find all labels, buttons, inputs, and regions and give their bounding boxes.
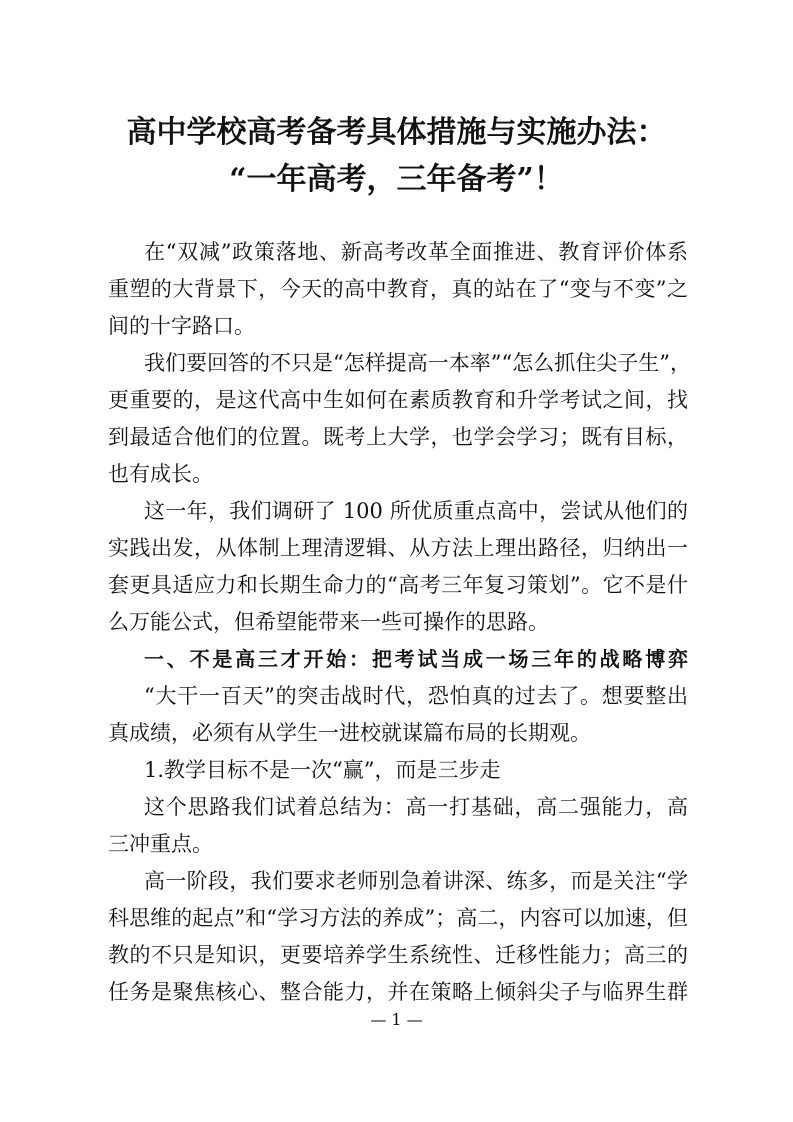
text-line: 到最适合他们的位置。既考上大学，也学会学习；既有目标， (108, 425, 688, 449)
text-line: 高一阶段，我们要求老师别急着讲深、练多，而是关注“学 (144, 869, 688, 893)
text-line: 这个思路我们试着总结为：高一打基础，高二强能力，高 (144, 795, 688, 819)
text-line: 么万能公式，但希望能带来一些可操作的思路。 (108, 610, 549, 634)
text-line: 任务是聚焦核心、整合能力，并在策略上倾斜尖子与临界生群 (108, 980, 688, 1004)
text-line: 间的十字路口。 (108, 314, 255, 338)
text-line: 也有成长。 (108, 462, 213, 486)
text-line: 在“双减”政策落地、新高考改革全面推进、教育评价体系 (144, 240, 688, 264)
text-line: 套更具适应力和长期生命力的“高考三年复习策划”。它不是什 (108, 573, 688, 597)
section-heading: 一、不是高三才开始：把考试当成一场三年的战略博弈 (144, 647, 688, 671)
text-line: 真成绩，必须有从学生一进校就谋篇布局的长期观。 (108, 721, 591, 745)
text-line: 重塑的大背景下，今天的高中教育，真的站在了“变与不变”之 (108, 277, 688, 301)
document-title-line-1: 高中学校高考备考具体措施与实施办法： (126, 115, 667, 150)
text-line: 我们要回答的不只是“怎样提高一本率”“怎么抓住尖子生”， (144, 351, 691, 375)
page-number: — 1 — (370, 1010, 423, 1029)
text-line: 教的不只是知识，更要培养学生系统性、迁移性能力；高三的 (108, 943, 688, 967)
text-line: “大干一百天”的突击战时代，恐怕真的过去了。想要整出 (144, 684, 688, 708)
text-line: 科思维的起点”和“学习方法的养成”；高二，内容可以加速，但 (108, 906, 688, 930)
text-line: 实践出发，从体制上理清逻辑、从方法上理出路径，归纳出一 (108, 536, 688, 560)
text-line: 三冲重点。 (108, 832, 213, 856)
text-line: 1.教学目标不是一次“赢”，而是三步走 (144, 758, 501, 782)
document-title-line-2: “一年高考，三年备考”！ (229, 162, 564, 197)
text-line: 更重要的，是这代高中生如何在素质教育和升学考试之间，找 (108, 388, 688, 412)
document-body (108, 234, 691, 1011)
text-line: 这一年，我们调研了 100 所优质重点高中，尝试从他们的 (144, 499, 688, 523)
